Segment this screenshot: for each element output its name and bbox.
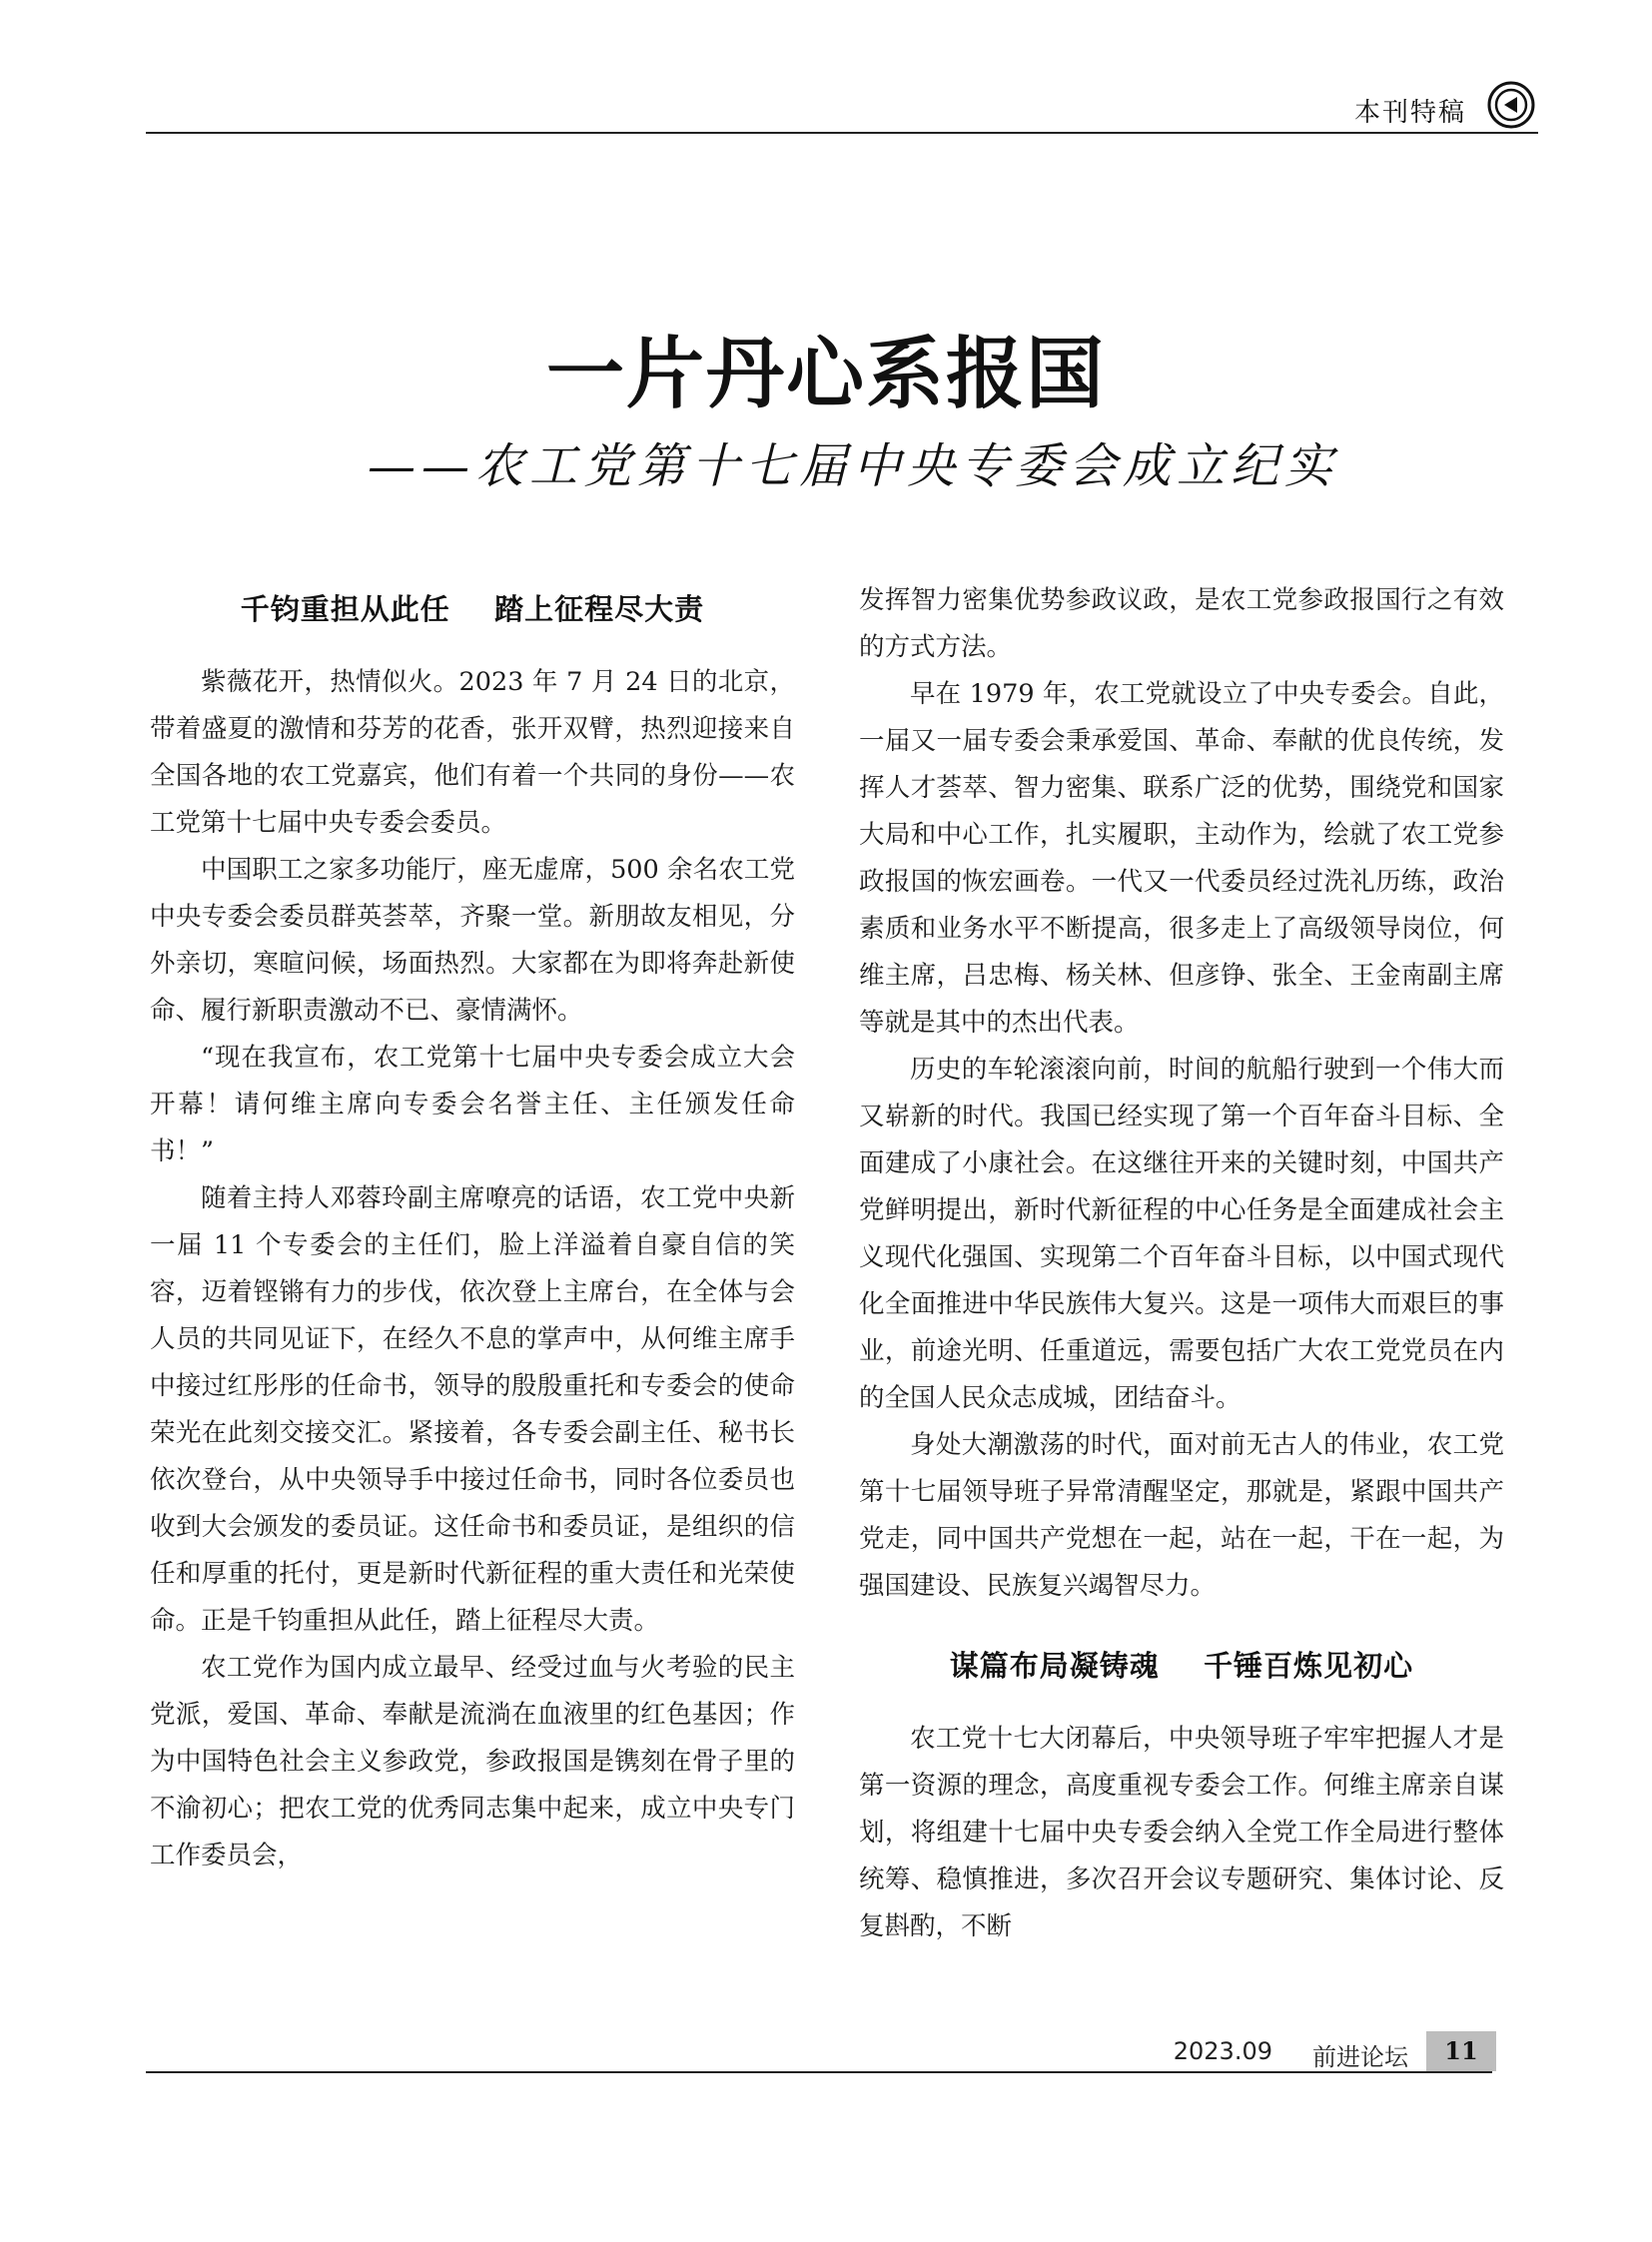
issue-date: 2023.09 (1173, 2037, 1272, 2065)
paragraph: 农工党十七大闭幕后，中央领导班子牢牢把握人才是第一资源的理念，高度重视专委会工作。何维主席亲自谋划，将组建十七届中央专委会纳入全党工作全局进行整体统筹、稳慎推进，多次召开会议专题研究、集体讨论、反复斟酌，不断 (859, 1724, 1504, 1941)
article-subtitle: ——农工党第十七届中央专委会成立纪实 (368, 438, 1339, 494)
paragraph: 中国职工之家多功能厅，座无虚席，500 余名农工党中央专委会委员群英荟萃，齐聚一堂。新朋故友相见，分外亲切，寒暄问候，场面热烈。大家都在为即将奔赴新使命、履行新职责激动不已、豪情满怀。 (150, 855, 795, 1026)
left-column (150, 577, 795, 1879)
circled-arrow-icon (1486, 80, 1536, 130)
paragraph: 紫薇花开，热情似火。2023 年 7 月 24 日的北京，带着盛夏的激情和芬芳的花香，张开双臂，热烈迎接来自全国各地的农工党嘉宾，他们有着一个共同的身份——农工党第十七届中央专委会委员。 (150, 667, 795, 838)
paragraph: 农工党作为国内成立最早、经受过血与火考验的民主党派，爱国、革命、奉献是流淌在血液里的红色基因；作为中国特色社会主义参政党，参政报国是镌刻在骨子里的不渝初心；把农工党的优秀同志集中起来，成立中央专门工作委员会， (150, 1653, 795, 1870)
article-title: 一片丹心系报国 (545, 330, 1106, 419)
section-tag: 本刊特稿 (1353, 98, 1466, 128)
right-column (859, 577, 1504, 1950)
paragraph: 早在 1979 年，农工党就设立了中央专委会。自此，一届又一届专委会秉承爱国、革命、奉献的优良传统，发挥人才荟萃、智力密集、联系广泛的优势，围绕党和国家大局和中心工作，扎实履职，主动作为，绘就了农工党参政报国的恢宏画卷。一代又一代委员经过洗礼历练，政治素质和业务水平不断提高，很多走上了高级领导岗位，何维主席，吕忠梅、杨关林、但彦铮、张全、王金南副主席等就是其中的杰出代表。 (859, 679, 1504, 1038)
paragraph: 身处大潮激荡的时代，面对前无古人的伟业，农工党第十七届领导班子异常清醒坚定，那就是，紧跟中国共产党走，同中国共产党想在一起，站在一起，干在一起，为强国建设、民族复兴竭智尽力。 (859, 1430, 1504, 1601)
paragraph: 历史的车轮滚滚向前，时间的航船行驶到一个伟大而又崭新的时代。我国已经实现了第一个百年奋斗目标、全面建成了小康社会。在这继往开来的关键时刻，中国共产党鲜明提出，新时代新征程的中心任务是全面建成社会主义现代化强国、实现第二个百年奋斗目标，以中国式现代化全面推进中华民族伟大复兴。这是一项伟大而艰巨的事业，前途光明、任重道远，需要包括广大农工党党员在内的全国人民众志成城，团结奋斗。 (859, 1055, 1504, 1413)
page-header (146, 86, 1538, 134)
paragraph-continued: 发挥智力密集优势参政议政，是农工党参政报国行之有效的方式方法。 (859, 585, 1504, 662)
section-heading: 千钧重担从此任 踏上征程尽大责 (240, 592, 705, 626)
section-heading: 谋篇布局凝铸魂 千锤百炼见初心 (949, 1649, 1414, 1683)
page-footer (146, 2031, 1492, 2073)
magazine-name: 前进论坛 (1312, 2043, 1408, 2071)
paragraph: “现在我宣布，农工党第十七届中央专委会成立大会开幕！请何维主席向专委会名誉主任、主任颁发任命书！” (150, 1043, 795, 1166)
paragraph: 随着主持人邓蓉玲副主席嘹亮的话语，农工党中央新一届 11 个专委会的主任们，脸上洋溢着自豪自信的笑容，迈着铿锵有力的步伐，依次登上主席台，在全体与会人员的共同见证下，在经久不息的掌声中，从何维主席手中接过红彤彤的任命书，领导的殷殷重托和专委会的使命荣光在此刻交接交汇。紧接着，各专委会副主任、秘书长依次登台，从中央领导手中接过任命书，同时各位委员也收到大会颁发的委员证。这任命书和委员证，是组织的信任和厚重的托付，更是新时代新征程的重大责任和光荣使命。正是千钧重担从此任，踏上征程尽大责。 (150, 1183, 795, 1636)
page-number: 11 (1426, 2031, 1496, 2071)
